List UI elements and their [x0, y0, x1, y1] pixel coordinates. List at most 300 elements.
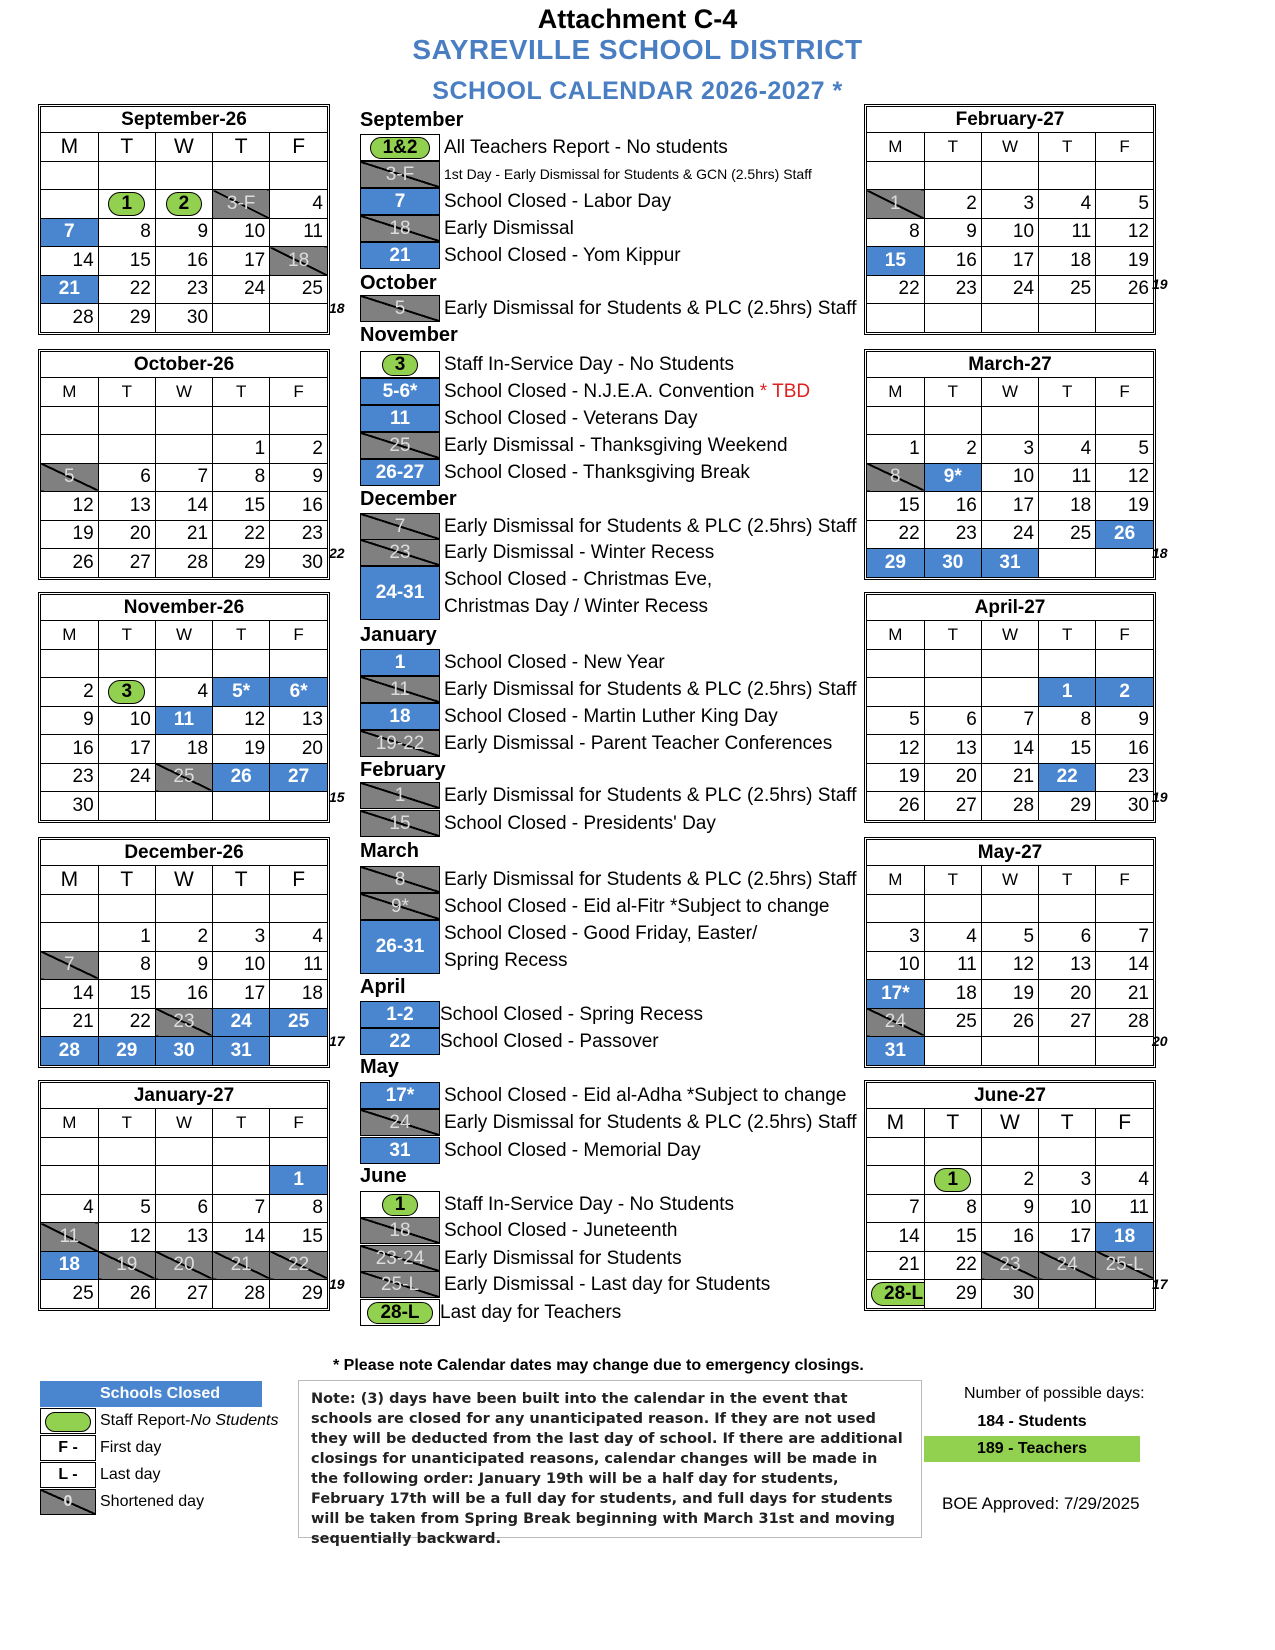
- day-cell: 31: [867, 1037, 924, 1065]
- day-cell: 28: [41, 304, 98, 332]
- day-cell: 11: [1096, 1194, 1153, 1223]
- weekday-header: T: [924, 621, 981, 649]
- weekday-header: F: [270, 866, 327, 894]
- event-date: 1: [360, 1191, 440, 1218]
- weekday-header: T: [213, 1109, 270, 1137]
- day-cell: 17: [213, 980, 270, 1009]
- day-cell: 9: [41, 706, 98, 735]
- first-code: F -: [40, 1435, 96, 1461]
- day-cell: 28: [981, 792, 1038, 820]
- event-date: 18: [360, 215, 440, 242]
- event-date: 7: [360, 188, 440, 215]
- month-june: [864, 1080, 1156, 1311]
- day-cell: 11: [1039, 463, 1096, 492]
- day-cell: 26: [867, 792, 924, 820]
- event-date: 18: [360, 1217, 440, 1244]
- day-cell: [41, 161, 98, 190]
- day-cell: [41, 435, 98, 464]
- day-cell: [981, 1037, 1038, 1065]
- day-cell: [1096, 894, 1153, 923]
- weekday-header: W: [981, 378, 1038, 406]
- day-cell: [981, 649, 1038, 678]
- month-october: [38, 349, 330, 580]
- event-date: 5-6*: [360, 378, 440, 405]
- day-cell: 25-L: [1096, 1251, 1153, 1280]
- event-date: 8: [360, 866, 440, 893]
- day-cell: 1: [98, 923, 155, 952]
- event-date: 7: [360, 513, 440, 540]
- day-cell: 30: [981, 1280, 1038, 1308]
- day-cell: 24: [981, 275, 1038, 304]
- day-cell: [270, 1137, 327, 1166]
- day-cell: 7: [981, 706, 1038, 735]
- day-cell: 16: [1096, 735, 1153, 764]
- day-cell: 24: [1039, 1251, 1096, 1280]
- day-cell: 21: [867, 1251, 924, 1280]
- day-cell: 13: [155, 1223, 212, 1252]
- day-cell: 9: [924, 218, 981, 247]
- day-cell: 25: [155, 763, 212, 792]
- day-cell: [213, 304, 270, 332]
- day-cell: 8: [924, 1194, 981, 1223]
- weekday-header: W: [981, 866, 1038, 894]
- day-cell: 22: [1039, 763, 1096, 792]
- day-cell: 18: [924, 980, 981, 1009]
- day-cell: 12: [981, 951, 1038, 980]
- day-cell: 6*: [270, 678, 327, 707]
- day-cell: 14: [213, 1223, 270, 1252]
- weekday-header: T: [98, 1109, 155, 1137]
- day-cell: 17: [213, 247, 270, 276]
- weekday-header: T: [1039, 866, 1096, 894]
- day-cell: 21: [213, 1251, 270, 1280]
- legend-last: Last day: [100, 1466, 161, 1483]
- day-cell: 4: [1039, 190, 1096, 219]
- day-cell: 26: [213, 763, 270, 792]
- weekday-header: T: [1039, 378, 1096, 406]
- event-date: 24-31: [360, 566, 440, 620]
- day-cell: [867, 894, 924, 923]
- day-cell: 22: [98, 1008, 155, 1037]
- day-cell: 29: [924, 1280, 981, 1308]
- day-cell: 16: [155, 980, 212, 1009]
- event-date: 17*: [360, 1082, 440, 1109]
- weekday-header: W: [155, 133, 212, 161]
- day-cell: [867, 406, 924, 435]
- month-title: September-26: [41, 107, 327, 133]
- day-cell: 10: [213, 218, 270, 247]
- day-cell: 27: [924, 792, 981, 820]
- day-cell: 12: [867, 735, 924, 764]
- day-cell: 26: [1096, 520, 1153, 549]
- day-cell: 24: [213, 1008, 270, 1037]
- weekday-header: T: [1039, 1109, 1096, 1137]
- day-cell: 26: [41, 549, 98, 577]
- day-cell: 16: [270, 492, 327, 521]
- day-cell: [213, 792, 270, 820]
- day-cell: 10: [98, 706, 155, 735]
- weekday-header: T: [98, 866, 155, 894]
- legend-first: First day: [100, 1439, 162, 1456]
- month-january: [38, 1080, 330, 1311]
- day-cell: 31: [213, 1037, 270, 1065]
- december-day-count: 17: [329, 1033, 345, 1049]
- day-cell: [924, 894, 981, 923]
- day-cell: 22: [867, 275, 924, 304]
- day-cell: 19: [98, 1251, 155, 1280]
- day-cell: 14: [155, 492, 212, 521]
- month-title: December-26: [41, 840, 327, 866]
- event-date: 25-L: [360, 1271, 440, 1298]
- day-cell: [1039, 161, 1096, 190]
- weekday-header: M: [41, 378, 98, 406]
- day-cell: 4: [924, 923, 981, 952]
- day-cell: 30: [924, 549, 981, 577]
- day-cell: 25: [270, 1008, 327, 1037]
- day-cell: 7: [867, 1194, 924, 1223]
- day-cell: 7: [155, 463, 212, 492]
- day-cell: 1: [98, 190, 155, 219]
- day-cell: 30: [155, 1037, 212, 1065]
- day-cell: [867, 678, 924, 707]
- day-cell: [1096, 161, 1153, 190]
- section-january: January: [360, 624, 437, 646]
- day-cell: 2: [924, 435, 981, 464]
- day-cell: 5: [98, 1194, 155, 1223]
- day-cell: [981, 1137, 1038, 1166]
- day-cell: 17: [1039, 1223, 1096, 1252]
- day-cell: 24: [981, 520, 1038, 549]
- day-cell: 7: [1096, 923, 1153, 952]
- day-cell: 15: [98, 247, 155, 276]
- day-cell: 19: [867, 763, 924, 792]
- event-date: 11: [360, 405, 440, 432]
- weekday-header: T: [924, 378, 981, 406]
- day-cell: 3: [981, 435, 1038, 464]
- day-cell: 1: [867, 190, 924, 219]
- event-date: 11: [360, 676, 440, 703]
- day-cell: 14: [1096, 951, 1153, 980]
- event-date: 23: [360, 539, 440, 566]
- day-cell: 27: [98, 549, 155, 577]
- day-cell: 8: [1039, 706, 1096, 735]
- event-date: 26-31: [360, 920, 440, 974]
- day-cell: [981, 304, 1038, 332]
- month-february: [864, 104, 1156, 335]
- day-cell: 20: [1039, 980, 1096, 1009]
- weekday-header: T: [98, 378, 155, 406]
- day-cell: 1: [270, 1166, 327, 1195]
- day-cell: [270, 792, 327, 820]
- day-cell: 23: [155, 1008, 212, 1037]
- closing-note: Note: (3) days have been built into the calendar in the event that schools are closed for any unanticipated reason. If they are not used they will be deducted from the last day of school. If there are additional closings for unanticipated reasons, calendar changes will be made in the following order: January 19th will be a half day for students, February 17th will be a full day for students, and full days for students will be taken from Spring Break beginning with March 31st and moving sequentially backward.: [298, 1380, 922, 1538]
- section-november: November: [360, 324, 458, 346]
- day-cell: 25: [270, 275, 327, 304]
- day-cell: [41, 923, 98, 952]
- day-cell: 19: [1096, 247, 1153, 276]
- day-cell: 12: [98, 1223, 155, 1252]
- event-date: 21: [360, 242, 440, 269]
- section-october: October: [360, 272, 437, 294]
- weekday-header: W: [155, 1109, 212, 1137]
- event-date: 1-2: [360, 1001, 440, 1028]
- february-day-count: 19: [1152, 276, 1168, 292]
- day-cell: 9*: [924, 463, 981, 492]
- day-cell: 26: [98, 1280, 155, 1308]
- day-cell: [867, 161, 924, 190]
- day-cell: 19: [213, 735, 270, 764]
- weekday-header: F: [270, 621, 327, 649]
- shortened-swatch: 0: [40, 1489, 96, 1515]
- day-cell: [1039, 1037, 1096, 1065]
- day-cell: 2: [155, 923, 212, 952]
- day-cell: 25: [41, 1280, 98, 1308]
- november-day-count: 15: [329, 789, 345, 805]
- day-cell: 23: [270, 520, 327, 549]
- day-cell: 2: [1096, 678, 1153, 707]
- day-cell: 28-L: [867, 1280, 924, 1308]
- day-cell: [981, 161, 1038, 190]
- event-date: 3: [360, 351, 440, 378]
- day-cell: [270, 304, 327, 332]
- day-cell: 9: [270, 463, 327, 492]
- day-cell: 21: [155, 520, 212, 549]
- day-cell: [213, 1137, 270, 1166]
- weekday-header: W: [981, 1109, 1038, 1137]
- day-cell: 2: [270, 435, 327, 464]
- day-cell: [98, 792, 155, 820]
- day-cell: 28: [41, 1037, 98, 1065]
- day-cell: 17: [98, 735, 155, 764]
- day-cell: [98, 435, 155, 464]
- day-cell: [924, 304, 981, 332]
- day-cell: 3: [98, 678, 155, 707]
- day-cell: [867, 649, 924, 678]
- day-cell: [41, 894, 98, 923]
- weekday-header: M: [867, 133, 924, 161]
- day-cell: 23: [155, 275, 212, 304]
- legend-shortened: Shortened day: [100, 1493, 205, 1510]
- day-cell: 28: [1096, 1008, 1153, 1037]
- weekday-header: W: [155, 621, 212, 649]
- event-date: 25: [360, 432, 440, 459]
- day-cell: 22: [924, 1251, 981, 1280]
- weekday-header: M: [867, 621, 924, 649]
- day-cell: [213, 1166, 270, 1195]
- day-cell: 4: [1039, 435, 1096, 464]
- day-cell: 27: [270, 763, 327, 792]
- weekday-header: T: [98, 133, 155, 161]
- day-cell: 22: [867, 520, 924, 549]
- day-cell: [270, 1037, 327, 1065]
- attachment-title: Attachment C-4: [537, 4, 738, 34]
- day-cell: 14: [867, 1223, 924, 1252]
- day-cell: [867, 1137, 924, 1166]
- day-cell: [155, 1166, 212, 1195]
- day-cell: 5: [1096, 190, 1153, 219]
- day-cell: 18: [155, 735, 212, 764]
- day-cell: 23: [924, 520, 981, 549]
- day-cell: 9: [981, 1194, 1038, 1223]
- day-cell: 23: [41, 763, 98, 792]
- day-cell: 14: [41, 980, 98, 1009]
- day-cell: 28: [155, 549, 212, 577]
- event-date: 31: [360, 1137, 440, 1164]
- day-cell: 3: [1039, 1166, 1096, 1195]
- day-cell: 16: [41, 735, 98, 764]
- day-cell: [155, 1137, 212, 1166]
- weekday-header: W: [155, 866, 212, 894]
- day-cell: 24: [213, 275, 270, 304]
- day-cell: [924, 1137, 981, 1166]
- day-cell: [1039, 649, 1096, 678]
- day-cell: [98, 1137, 155, 1166]
- day-cell: 16: [155, 247, 212, 276]
- weekday-header: T: [1039, 133, 1096, 161]
- district-name: SAYREVILLE SCHOOL DISTRICT: [412, 34, 863, 65]
- possible-days-label: Number of possible days:: [964, 1385, 1145, 1402]
- day-cell: [1096, 406, 1153, 435]
- event-date: 19-22: [360, 730, 440, 757]
- day-cell: [98, 894, 155, 923]
- day-cell: 18: [1096, 1223, 1153, 1252]
- event-date: 24: [360, 1109, 440, 1136]
- month-title: February-27: [867, 107, 1153, 133]
- weekday-header: F: [270, 133, 327, 161]
- day-cell: 2: [924, 190, 981, 219]
- day-cell: 15: [924, 1223, 981, 1252]
- day-cell: 5: [867, 706, 924, 735]
- weekday-header: M: [867, 1109, 924, 1137]
- day-cell: 2: [155, 190, 212, 219]
- day-cell: [981, 406, 1038, 435]
- day-cell: [270, 406, 327, 435]
- event-date: 1&2: [360, 134, 440, 161]
- day-cell: 8: [867, 218, 924, 247]
- weekday-header: F: [1096, 133, 1153, 161]
- day-cell: 6: [1039, 923, 1096, 952]
- day-cell: 8: [98, 218, 155, 247]
- event-date: 28-L: [360, 1299, 440, 1326]
- day-cell: 18: [41, 1251, 98, 1280]
- day-cell: [981, 894, 1038, 923]
- day-cell: 15: [867, 247, 924, 276]
- month-september: [38, 104, 330, 335]
- day-cell: 21: [1096, 980, 1153, 1009]
- weekday-header: T: [924, 1109, 981, 1137]
- day-cell: [924, 678, 981, 707]
- day-cell: [41, 649, 98, 678]
- month-april: [864, 592, 1156, 823]
- last-code: L -: [40, 1462, 96, 1488]
- day-cell: 9: [1096, 706, 1153, 735]
- day-cell: 3: [867, 923, 924, 952]
- day-cell: 2: [981, 1166, 1038, 1195]
- day-cell: 17: [981, 492, 1038, 521]
- day-cell: [270, 649, 327, 678]
- day-cell: 11: [41, 1223, 98, 1252]
- day-cell: 4: [1096, 1166, 1153, 1195]
- september-day-count: 18: [329, 300, 345, 316]
- day-cell: 21: [981, 763, 1038, 792]
- day-cell: [1039, 1137, 1096, 1166]
- day-cell: 21: [41, 275, 98, 304]
- day-cell: 10: [981, 463, 1038, 492]
- day-cell: [41, 1137, 98, 1166]
- month-title: January-27: [41, 1083, 327, 1109]
- day-cell: 29: [1039, 792, 1096, 820]
- day-cell: [1096, 1137, 1153, 1166]
- month-title: April-27: [867, 595, 1153, 621]
- day-cell: 21: [41, 1008, 98, 1037]
- event-date: 15: [360, 810, 440, 837]
- day-cell: 29: [270, 1280, 327, 1308]
- weekday-header: W: [155, 378, 212, 406]
- day-cell: 5: [981, 923, 1038, 952]
- legend-staff: Staff Report-No Students: [100, 1412, 279, 1429]
- legend-closed: Schools Closed: [100, 1385, 221, 1402]
- day-cell: 8: [213, 463, 270, 492]
- day-cell: 12: [1096, 218, 1153, 247]
- day-cell: 4: [155, 678, 212, 707]
- day-cell: 4: [270, 190, 327, 219]
- day-cell: 3: [981, 190, 1038, 219]
- day-cell: 11: [924, 951, 981, 980]
- students-days: 184 - Students: [977, 1413, 1087, 1430]
- event-date: 23-24: [360, 1245, 440, 1272]
- day-cell: 16: [924, 492, 981, 521]
- section-june: June: [360, 1165, 407, 1187]
- day-cell: 14: [981, 735, 1038, 764]
- day-cell: 1: [1039, 678, 1096, 707]
- day-cell: 25: [924, 1008, 981, 1037]
- day-cell: 28: [213, 1280, 270, 1308]
- section-december: December: [360, 488, 457, 510]
- april-day-count: 19: [1152, 789, 1168, 805]
- day-cell: [155, 792, 212, 820]
- day-cell: [98, 161, 155, 190]
- weekday-header: M: [41, 1109, 98, 1137]
- staff-swatch: [40, 1408, 96, 1434]
- day-cell: [867, 1166, 924, 1195]
- day-cell: 6: [155, 1194, 212, 1223]
- month-may: [864, 837, 1156, 1068]
- day-cell: [867, 304, 924, 332]
- day-cell: [1039, 894, 1096, 923]
- day-cell: 1: [213, 435, 270, 464]
- section-september: September: [360, 109, 464, 131]
- event-date: 3-F: [360, 161, 440, 188]
- weekday-header: M: [867, 378, 924, 406]
- weekday-header: M: [867, 866, 924, 894]
- weekday-header: M: [41, 133, 98, 161]
- weekday-header: F: [1096, 621, 1153, 649]
- day-cell: 25: [1039, 275, 1096, 304]
- event-date: 5: [360, 295, 440, 322]
- day-cell: 15: [270, 1223, 327, 1252]
- day-cell: [213, 649, 270, 678]
- day-cell: 7: [41, 218, 98, 247]
- day-cell: [213, 406, 270, 435]
- month-title: October-26: [41, 352, 327, 378]
- day-cell: 24: [98, 763, 155, 792]
- day-cell: [1096, 1037, 1153, 1065]
- day-cell: [270, 161, 327, 190]
- day-cell: 18: [270, 980, 327, 1009]
- day-cell: 15: [867, 492, 924, 521]
- day-cell: 19: [1096, 492, 1153, 521]
- day-cell: [41, 1166, 98, 1195]
